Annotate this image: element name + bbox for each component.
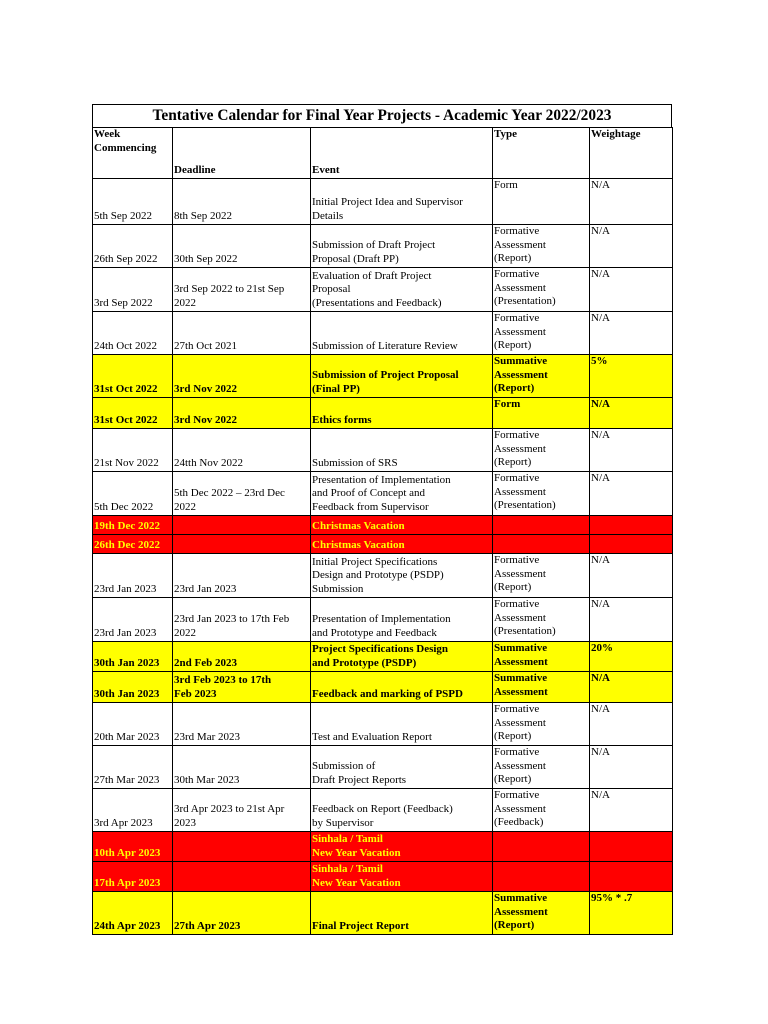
- cell-deadline: 23rd Mar 2023: [173, 703, 311, 746]
- cell-type: Summative Assessment (Report): [493, 355, 590, 398]
- cell-deadline: 23rd Jan 2023: [173, 554, 311, 598]
- cell-weightage: [590, 832, 673, 862]
- cell-deadline: 27th Apr 2023: [173, 892, 311, 935]
- table-row: [93, 598, 673, 642]
- cell-type: Formative Assessment (Report): [493, 703, 590, 746]
- cell-type: Summative Assessment: [493, 642, 590, 672]
- cell-deadline: 8th Sep 2022: [173, 179, 311, 225]
- calendar-table: [92, 127, 673, 935]
- table-row: [93, 312, 673, 355]
- cell-weightage: N/A: [590, 672, 673, 703]
- cell-type: Summative Assessment (Report): [493, 892, 590, 935]
- cell-week: 20th Mar 2023: [93, 703, 173, 746]
- cell-type: Formative Assessment (Report): [493, 225, 590, 268]
- header-deadline: Deadline: [173, 128, 311, 179]
- page-title: Tentative Calendar for Final Year Projects - Academic Year 2022/2023: [92, 104, 672, 127]
- cell-week: 23rd Jan 2023: [93, 598, 173, 642]
- header-event: Event: [311, 128, 493, 179]
- cell-week: 26th Dec 2022: [93, 535, 173, 554]
- cell-deadline: 27th Oct 2021: [173, 312, 311, 355]
- calendar-sheet: [92, 104, 672, 935]
- cell-week: 26th Sep 2022: [93, 225, 173, 268]
- cell-week: 19th Dec 2022: [93, 516, 173, 535]
- cell-weightage: N/A: [590, 312, 673, 355]
- cell-type: Formative Assessment (Presentation): [493, 268, 590, 312]
- cell-week: 31st Oct 2022: [93, 398, 173, 429]
- table-row: [93, 516, 673, 535]
- cell-week: 23rd Jan 2023: [93, 554, 173, 598]
- table-row: [93, 179, 673, 225]
- cell-weightage: N/A: [590, 225, 673, 268]
- cell-week: 3rd Apr 2023: [93, 789, 173, 832]
- cell-deadline: 30th Sep 2022: [173, 225, 311, 268]
- cell-deadline: 23rd Jan 2023 to 17th Feb 2022: [173, 598, 311, 642]
- cell-weightage: N/A: [590, 429, 673, 472]
- cell-type: [493, 832, 590, 862]
- table-row: [93, 746, 673, 789]
- cell-event: Submission of Draft Project Proposal (Draft PP): [311, 225, 493, 268]
- cell-weightage: N/A: [590, 789, 673, 832]
- cell-week: 3rd Sep 2022: [93, 268, 173, 312]
- cell-weightage: N/A: [590, 472, 673, 516]
- table-row: [93, 642, 673, 672]
- cell-week: 24th Oct 2022: [93, 312, 173, 355]
- table-row: [93, 703, 673, 746]
- table-row: [93, 429, 673, 472]
- cell-weightage: N/A: [590, 268, 673, 312]
- cell-event: Evaluation of Draft Project Proposal (Presentations and Feedback): [311, 268, 493, 312]
- table-row: [93, 554, 673, 598]
- cell-type: Summative Assessment: [493, 672, 590, 703]
- cell-event: Initial Project Specifications Design and Prototype (PSDP) Submission: [311, 554, 493, 598]
- cell-type: Formative Assessment (Report): [493, 554, 590, 598]
- cell-weightage: [590, 535, 673, 554]
- cell-type: Form: [493, 179, 590, 225]
- cell-event: Initial Project Idea and Supervisor Details: [311, 179, 493, 225]
- cell-week: 5th Dec 2022: [93, 472, 173, 516]
- cell-event: Feedback and marking of PSPD: [311, 672, 493, 703]
- cell-weightage: 20%: [590, 642, 673, 672]
- table-row: [93, 535, 673, 554]
- cell-type: Formative Assessment (Presentation): [493, 598, 590, 642]
- table-row: [93, 672, 673, 703]
- cell-deadline: 24tth Nov 2022: [173, 429, 311, 472]
- cell-deadline: [173, 535, 311, 554]
- table-row: [93, 892, 673, 935]
- cell-week: 30th Jan 2023: [93, 642, 173, 672]
- cell-deadline: 3rd Sep 2022 to 21st Sep 2022: [173, 268, 311, 312]
- cell-event: Submission of SRS: [311, 429, 493, 472]
- cell-weightage: N/A: [590, 398, 673, 429]
- cell-type: [493, 535, 590, 554]
- cell-event: Submission of Literature Review: [311, 312, 493, 355]
- cell-deadline: 2nd Feb 2023: [173, 642, 311, 672]
- table-row: [93, 268, 673, 312]
- cell-type: Formative Assessment (Report): [493, 429, 590, 472]
- cell-deadline: 5th Dec 2022 – 23rd Dec 2022: [173, 472, 311, 516]
- cell-weightage: 5%: [590, 355, 673, 398]
- cell-event: Sinhala / Tamil New Year Vacation: [311, 862, 493, 892]
- cell-event: Sinhala / Tamil New Year Vacation: [311, 832, 493, 862]
- cell-event: Feedback on Report (Feedback) by Supervisor: [311, 789, 493, 832]
- cell-weightage: [590, 516, 673, 535]
- cell-type: Formative Assessment (Report): [493, 746, 590, 789]
- table-row: [93, 225, 673, 268]
- table-row: [93, 355, 673, 398]
- header-weightage: Weightage: [590, 128, 673, 179]
- header-type: Type: [493, 128, 590, 179]
- cell-event: Ethics forms: [311, 398, 493, 429]
- cell-type: [493, 862, 590, 892]
- cell-deadline: 3rd Nov 2022: [173, 398, 311, 429]
- cell-weightage: N/A: [590, 703, 673, 746]
- cell-weightage: N/A: [590, 598, 673, 642]
- cell-week: 10th Apr 2023: [93, 832, 173, 862]
- cell-type: [493, 516, 590, 535]
- cell-weightage: 95% * .7: [590, 892, 673, 935]
- cell-week: 30th Jan 2023: [93, 672, 173, 703]
- table-row: [93, 862, 673, 892]
- cell-week: 21st Nov 2022: [93, 429, 173, 472]
- cell-deadline: 30th Mar 2023: [173, 746, 311, 789]
- cell-weightage: N/A: [590, 179, 673, 225]
- cell-type: Formative Assessment (Presentation): [493, 472, 590, 516]
- cell-event: Test and Evaluation Report: [311, 703, 493, 746]
- table-row: [93, 832, 673, 862]
- cell-weightage: [590, 862, 673, 892]
- cell-type: Form: [493, 398, 590, 429]
- cell-event: Presentation of Implementation and Prototype and Feedback: [311, 598, 493, 642]
- cell-deadline: [173, 862, 311, 892]
- table-row: [93, 789, 673, 832]
- cell-event: Christmas Vacation: [311, 535, 493, 554]
- table-row: [93, 398, 673, 429]
- cell-event: Submission of Draft Project Reports: [311, 746, 493, 789]
- header-week: Week Commencing: [93, 128, 173, 179]
- header-row: [93, 128, 673, 179]
- cell-weightage: N/A: [590, 554, 673, 598]
- cell-event: Submission of Project Proposal (Final PP): [311, 355, 493, 398]
- cell-deadline: 3rd Feb 2023 to 17th Feb 2023: [173, 672, 311, 703]
- cell-week: 17th Apr 2023: [93, 862, 173, 892]
- cell-deadline: [173, 832, 311, 862]
- cell-type: Formative Assessment (Feedback): [493, 789, 590, 832]
- cell-week: 5th Sep 2022: [93, 179, 173, 225]
- cell-type: Formative Assessment (Report): [493, 312, 590, 355]
- cell-deadline: 3rd Apr 2023 to 21st Apr 2023: [173, 789, 311, 832]
- cell-week: 27th Mar 2023: [93, 746, 173, 789]
- cell-event: Final Project Report: [311, 892, 493, 935]
- cell-week: 24th Apr 2023: [93, 892, 173, 935]
- table-row: [93, 472, 673, 516]
- cell-event: Project Specifications Design and Prototype (PSDP): [311, 642, 493, 672]
- cell-weightage: N/A: [590, 746, 673, 789]
- cell-deadline: 3rd Nov 2022: [173, 355, 311, 398]
- cell-deadline: [173, 516, 311, 535]
- cell-event: Christmas Vacation: [311, 516, 493, 535]
- cell-event: Presentation of Implementation and Proof of Concept and Feedback from Supervisor: [311, 472, 493, 516]
- cell-week: 31st Oct 2022: [93, 355, 173, 398]
